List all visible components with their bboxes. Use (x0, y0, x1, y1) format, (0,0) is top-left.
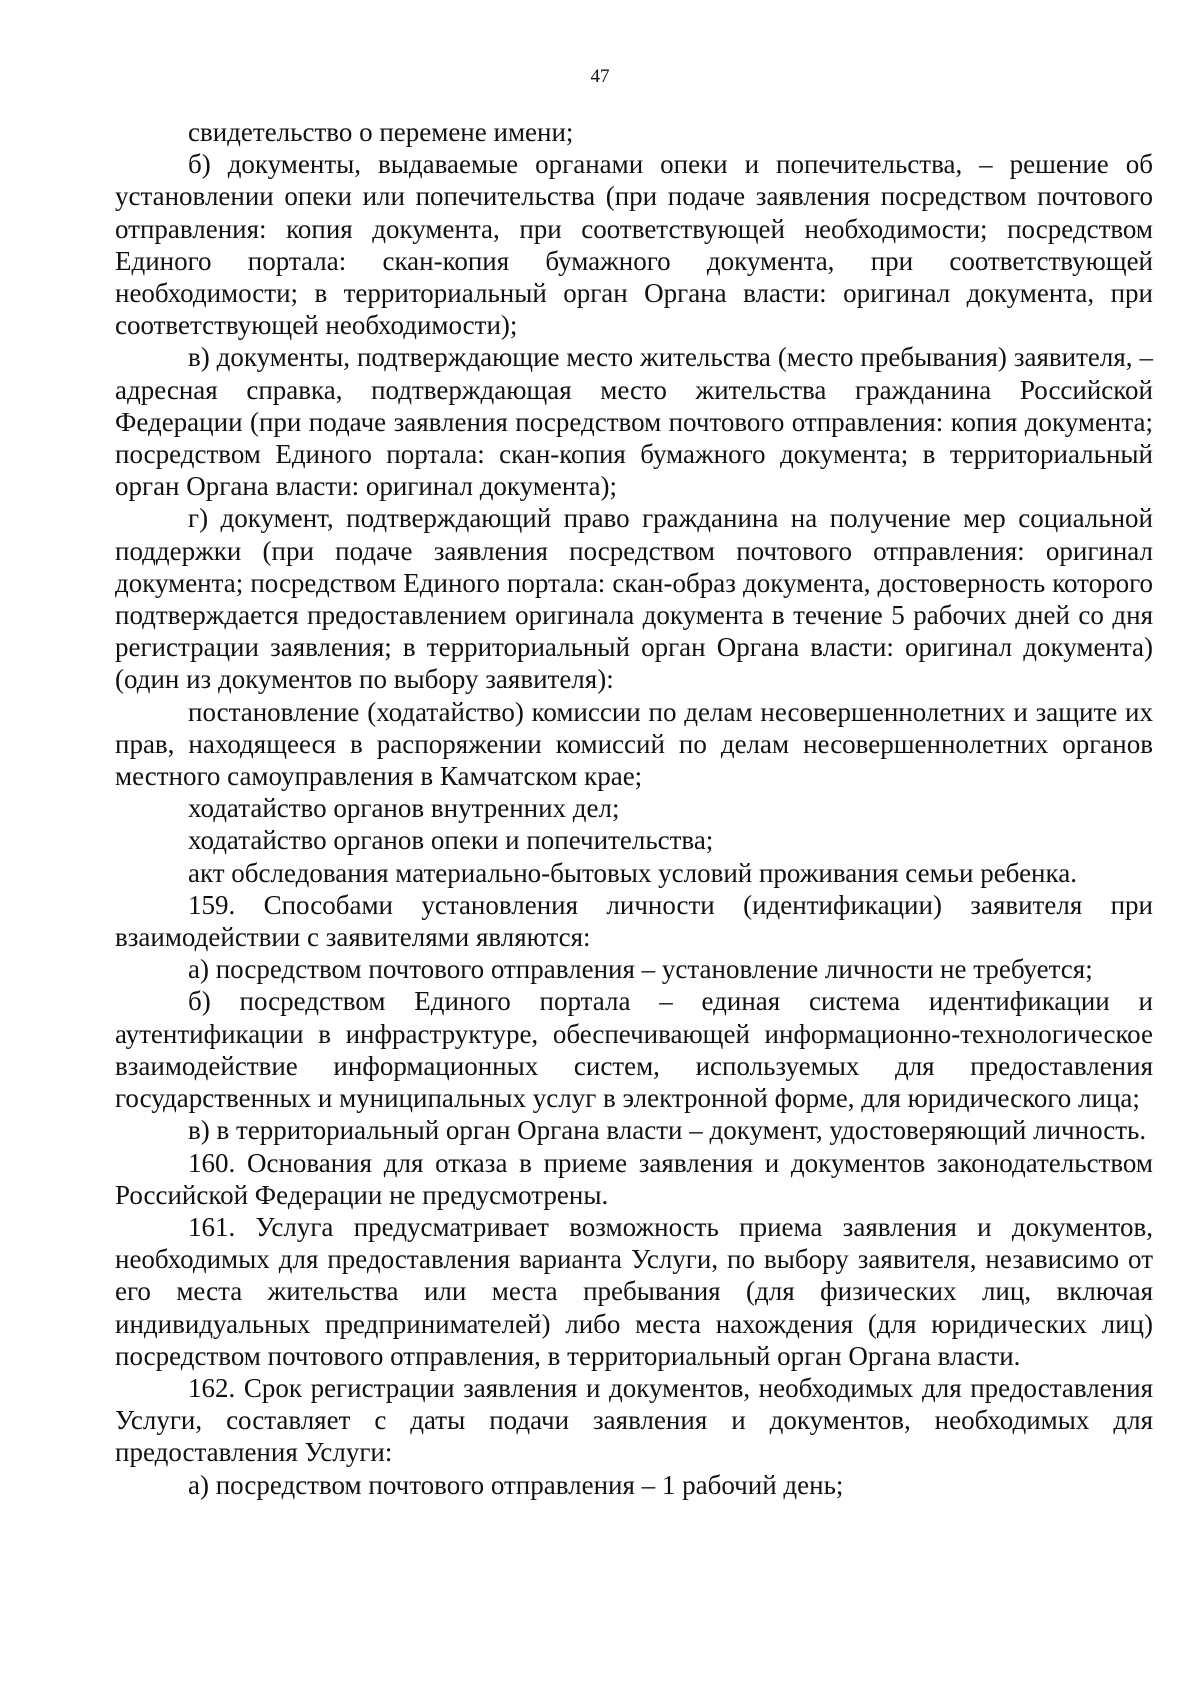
paragraph-159-a: а) посредством почтового отправления – установление личности не требуется; (188, 954, 1093, 985)
paragraph-commission-resolution: постановление (ходатайство) комиссии по делам несовершеннолетних и защите их прав, находящееся в распоряжении комиссий по делам несовершеннолетних органов местного самоуправления в Камчатском крае; (115, 696, 1153, 792)
page-number: 47 (590, 66, 610, 87)
paragraph-159-c: в) в территориальный орган Органа власти – документ, удостоверяющий личность. (188, 1115, 1147, 1146)
paragraph-internal-affairs-petition: ходатайство органов внутренних дел; (188, 793, 620, 824)
paragraph-159: 159. Способами установления личности (идентификации) заявителя при взаимодействии с заявителями являются: (115, 889, 1153, 953)
paragraph-social-support-document: г) документ, подтверждающий право гражданина на получение мер социальной поддержки (при подаче заявления посредством почтового отправления: оригинал документа; посредством Единого портала: скан-образ документа, достоверность которого подтверждается предоставлением оригинала документа в течение 5 рабочих дней со дня регистрации заявления; в территориальный орган Органа власти: оригинал документа) (один из документов по выбору заявителя): (115, 503, 1153, 695)
paragraph-159-b: б) посредством Единого портала – единая система идентификации и аутентификации в инфраструктуре, обеспечивающей информационно-технологическое взаимодействие информационных систем, используемых для предоставления государственных и муниципальных услуг в электронной форме, для юридического лица; (115, 986, 1153, 1114)
paragraph-161: 161. Услуга предусматривает возможность приема заявления и документов, необходимых для предоставления варианта Услуги, по выбору заявителя, независимо от его места жительства или места пребывания (для физических лиц, включая индивидуальных предпринимателей) либо места нахождения (для юридических лиц) посредством почтового отправления, в территориальный орган Органа власти. (115, 1211, 1153, 1371)
paragraph-name-change-certificate: свидетельство о перемене имени; (188, 117, 574, 147)
document-body (115, 116, 1153, 1501)
paragraph-guardianship-documents: б) документы, выдаваемые органами опеки и попечительства, – решение об установлении опеки или попечительства (при подаче заявления посредством почтового отправления: копия документа, при соответствующей необходимости; посредством Единого портала: скан-копия бумажного документа, при соответствующей необходимости; в территориальный орган Органа власти: оригинал документа, при соответствующей необходимости); (115, 149, 1153, 341)
paragraph-160: 160. Основания для отказа в приеме заявления и документов законодательством Российской Федерации не предусмотрены. (115, 1147, 1153, 1210)
paragraph-162-a: а) посредством почтового отправления – 1 рабочий день; (188, 1469, 844, 1500)
paragraph-residence-documents: в) документы, подтверждающие место жительства (место пребывания) заявителя, – адресная справка, подтверждающая место жительства гражданина Российской Федерации (при подаче заявления посредством почтового отправления: копия документа; посредством Единого портала: скан-копия бумажного документа; в территориальный орган Органа власти: оригинал документа); (115, 342, 1153, 502)
paragraph-162: 162. Срок регистрации заявления и документов, необходимых для предоставления Услуги, составляет с даты подачи заявления и документов, необходимых для предоставления Услуги: (115, 1372, 1153, 1468)
paragraph-guardianship-petition: ходатайство органов опеки и попечительства; (188, 825, 714, 856)
paragraph-inspection-act: акт обследования материально-бытовых условий проживания семьи ребенка. (188, 857, 1077, 888)
